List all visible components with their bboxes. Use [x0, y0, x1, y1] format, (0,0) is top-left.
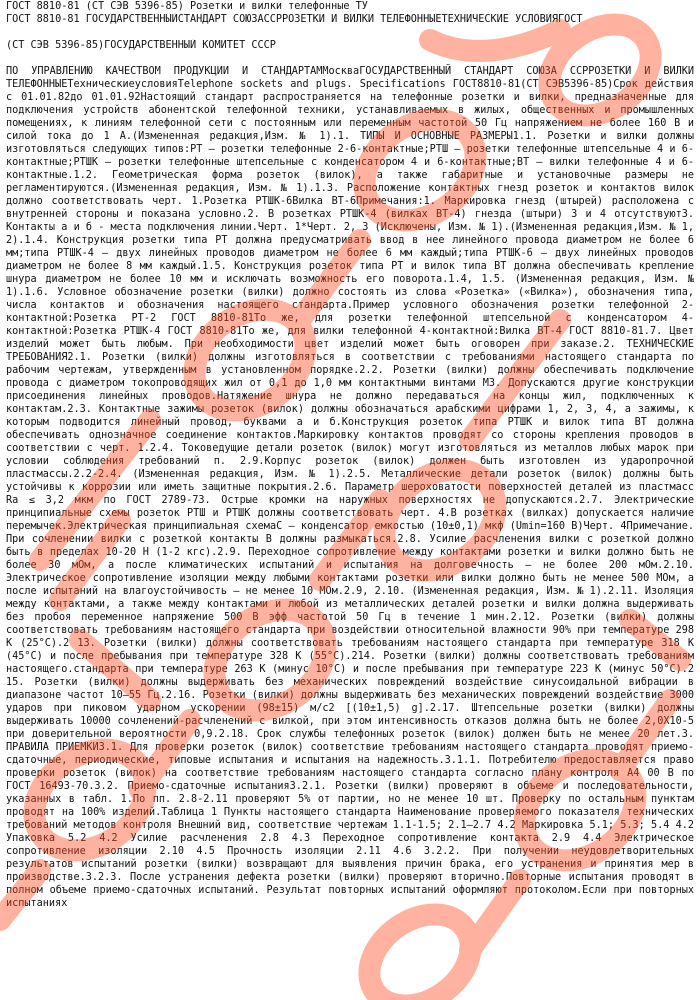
header-line-2: ГОСТ 8810-81 ГОСУДАРСТВЕННЫЙСТАНДАРТ СОЮЗАССРРОЗЕТКИ И ВИЛКИ ТЕЛЕФОННЫЕТЕХНИЧЕСКИЕ УСЛОВИЯГОСТ [6, 14, 583, 25]
spacer [6, 52, 694, 65]
document-body: ПО УПРАВЛЕНИЮ КАЧЕСТВОМ ПРОДУКЦИИ И СТАНДАРТАММоскваГОСУДАРСТВЕННЫЙ СТАНДАРТ СОЮЗА ССРРОЗЕТКИ И ВИЛКИ ТЕЛЕФОННЫЕТехническиеусловияTelephone sockets and plugs. Specifications ГОСТ8810-81(СТ СЭВ5396-85)Срок действия с 01.01.82до 01.01.92Настоящий стандарт распространяется на телефонные розетки и вилки, предназначенные для подключения устройств абонентской телефонной техники, устанавливаемых в жилых, общественных и промышленных помещениях, к линиям телефонной сети с постоянным или переменным частотой 50 Гц напряжением не более 160 В и силой тока до 1 А.(Измененная редакция,Изм. № 1).1. ТИПЫ И ОСНОВНЫЕ РАЗМЕРЫ1.1. Розетки и вилки должны изготовляться следующих типов:РТ — розетки телефонные 2-6-контактные;РТШ — розетки телефонные штепсельные 4 и 6-контактные;РТШК — розетки телефонные штепсельные с конденсатором 4 и 6-контактные;ВТ — вилки телефонные 4 и 6-контактные.1.2. Геометрическая форма розеток (вилок), а также габаритные и установочные размеры не регламентируются.(Измененная редакция, Изм. № 1).1.3. Расположение контактных гнезд розеток и контактов вилок должно соответствовать черт. 1.Розетка РТШК-6Вилка ВТ-6Примечания:1. Маркировка гнезд (штырей) расположена с внутренней стороны и показана условно.2. В розетках РТШК-4 (вилках ВТ-4) гнезда (штыри) 3 и 4 отсутствуют3. Контакты а и б - места подключения линии.Черт. 1*Черт. 2, 3 (Исключены, Изм. № 1).(Измененная редакция,Изм. № 1, 2).1.4. Конструкция розетки типа РТ должна предусматривать ввод в нее линейного провода диаметром не более 6 мм;типа РТШК-4 — двух линейных проводов диаметром не более 6 мм каждый;типа РТШК-6 — двух линейных проводов диаметром не более 8 мм каждый.1.5. Конструкция розеток типа РТ и вилок типа ВТ должна обеспечивать крепление шнура диаметром не более 10 мм и исключать возможность его поворота.1.4, 1.5. (Измененная редакция, Изм. № 1).1.6. Условное обозначение розетки (вилки) должно состоять из слова «Розетка» («Вилка»), обозначения типа, числа контактов и обозначения настоящего стандарта.Пример условного обозначения розетки телефонной 2-контактной:Розетка РТ-2 ГОСТ 8810-81То же, для розетки телефонной штепсельной с конденсатором 4-контактной:Розетка РТШК-4 ГОСТ 8810-81То же, для вилки телефонной 4-контактной:Вилка ВТ-4 ГОСТ 8810-81.7. Цвет изделий может быть любым. При необходимости цвет изделий может быть оговорен при заказе.2. ТЕХНИЧЕСКИЕ ТРЕБОВАНИЯ2.1. Розетки (вилки) должны изготовляться в соответствии с требованиями настоящего стандарта по рабочим чертежам, утвержденным в установленном порядке.2.2. Розетки (вилки) должны обеспечивать подключение провода с диаметром токопроводящих жил от 0,1 до 1,0 мм контактными винтами М3. Допускаются другие конструкции присоединения линейных проводов.Натяжение шнура не должно передаваться на концы жил, подключенных к контактам.2.3. Контактные зажимы розеток (вилок) должны обозначаться арабскими цифрами 1, 2, 3, 4, а зажимы, к которым подводится линейный провод, буквами а и б.Конструкция розеток типа РТШК и вилок типа ВТ должна обеспечивать однозначное соединение контактов.Маркировку контактов проводят со стороны крепления проводов в соответствии с черт. 1.2.4. Токоведущие детали розеток (вилок) могут изготовляться из металлов любых марок при условии соблюдения требований п. 2.9.Корпус розеток (вилок) должен быть изготовлен из ударопрочной пластмассы.2.2-2.4. (Измененная редакция, Изм. № 1).2.5. Металлические детали розеток (вилок) должны быть устойчивы к коррозии или иметь защитные покрытия.2.6. Параметр шероховатости поверхностей деталей из пластмасс Ra ≤ 3,2 мкм по ГОСТ 2789-73. Острые кромки на наружных поверхностях не допускаются.2.7. Электрические принципиальные схемы розеток РТШ и РТШК должны соответствовать черт. 4.В розетках (вилках) допускается наличие перемычек.Электрическая принципиальная схемаС — конденсатор емкостью (10±0,1) мкф (Umin=160 В)Черт. 4Примечание. При сочленении вилки с розеткой контакты В должны размыкаться.2.8. Усилие расчленения вилки с розеткой должно быть в пределах 10-20 Н (1-2 кгс).2.9. Переходное сопротивление между контактами розетки и вилки должно быть не более 30 мОм, а после климатических испытаний и испытания на долговечность — не более 200 мОм.2.10. Электрическое сопротивление изоляции между любыми контактами розетки или вилки должно быть не менее 500 МОм, а после испытаний на влагоустойчивость — не менее 10 МОм.2.9, 2.10. (Измененная редакция, Изм. № 1).2.11. Изоляция между контактами, а также между контактами и любой из металлических деталей розетки и вилки должна выдерживать без пробоя переменное напряжение 500 В эфф частотой 50 Гц в течение 1 мин.2.12. Розетки (вилки) должны соответствовать требованиям настоящего стандарта при воздействии относительной влажности 90% при температуре 298 К (25°С).2 13. Розетки (вилки) должны соответствовать требованиям настоящего стандарта при температуре 318 К (45°С) и после пребывания при температуре 328 К (55°С).214. Розетки (вилки) должны соответствовать требованиям настоящего.стандарта при температуре 263 К (минус 10°С) и после пребывания при температуре 223 К (минус 50°С).2 15. Розетки (вилки) должны выдерживать без механических повреждений воздействие синусоидальной вибрации в диапазоне частот 10—55 Гц.2.16. Розетки (вилки) должны выдерживать без механических повреждений воздействие 3000 ударов при пиковом ударном ускорении (98±15) м/с2 [(10±1,5) g].2.17. Штепсельные розетки (вилки) должны выдерживать 10000 сочленений-расчленений с вилкой, при этом интенсивность отказов должна быть не более 2,0Х10-5 при доверительной вероятности 0,9.2.18. Срок службы телефонных розеток (вилок) должен быть не менее 20 лет.3. ПРАВИЛА ПРИЕМКИ3.1. Для проверки розеток (вилок) соответствие требованиям настоящего стандарта проводят приемо-сдаточные, периодические, типовые испытания и испытания на надежность.3.1.1. Потребителю предоставляется право проверки розеток (вилок) на соответствие требованиям настоящего стандарта согласно плану контроля А4 00 В по ГОСТ 16493-70.3.2. Приемо-сдаточные испытания3.2.1. Розетки (вилки) проверяют в объеме и последовательности, указанных в табл. 1.По пп. 2.8-2.11 проверяют 5% от партии, но не менее 10 шт. Проверку по остальным пунктам проводят на 100% изделий.Таблица 1 Пункты настоящего стандарта Наименование проверяемого показателя технических требований методов контроля Внешний вид, соответствие чертежам 1.1-1.5; 2.1—2.7 4.2 Маркировка 5.1; 5.3; 5.4 4.2 Упаковка 5.2 4.2 Усилие расчленения 2.8 4.3 Переходное сопротивление контакта 2.9 4.4 Электрическое сопротивление изоляции 2.10 4.5 Прочность изоляции 2.11 4.6 3.2.2. При получении неудовлетворительных результатов испытаний розетки (вилки) возвращают для выявления причин брака, его устранения и принятия мер в производстве.3.2.3. После устранения дефекта розетки (вилки) проверяют вторично.Повторные испытания проводят в полном объеме приемо-сдаточных испытаний. Результат повторных испытаний оформляют протоколом.Если при повторных испытаниях [6, 66, 694, 909]
document-text [6, 0, 694, 910]
watermark-loop [352, 896, 488, 1000]
subheader: (СТ СЭВ 5396-85)ГОСУДАРСТВЕННЫЙ КОМИТЕТ СССР [6, 40, 276, 51]
spacer [6, 26, 694, 39]
header-line-1: ГОСТ 8810-81 (СТ СЭВ 5396-85) Розетки и вилки телефонные ТУ [6, 1, 368, 12]
